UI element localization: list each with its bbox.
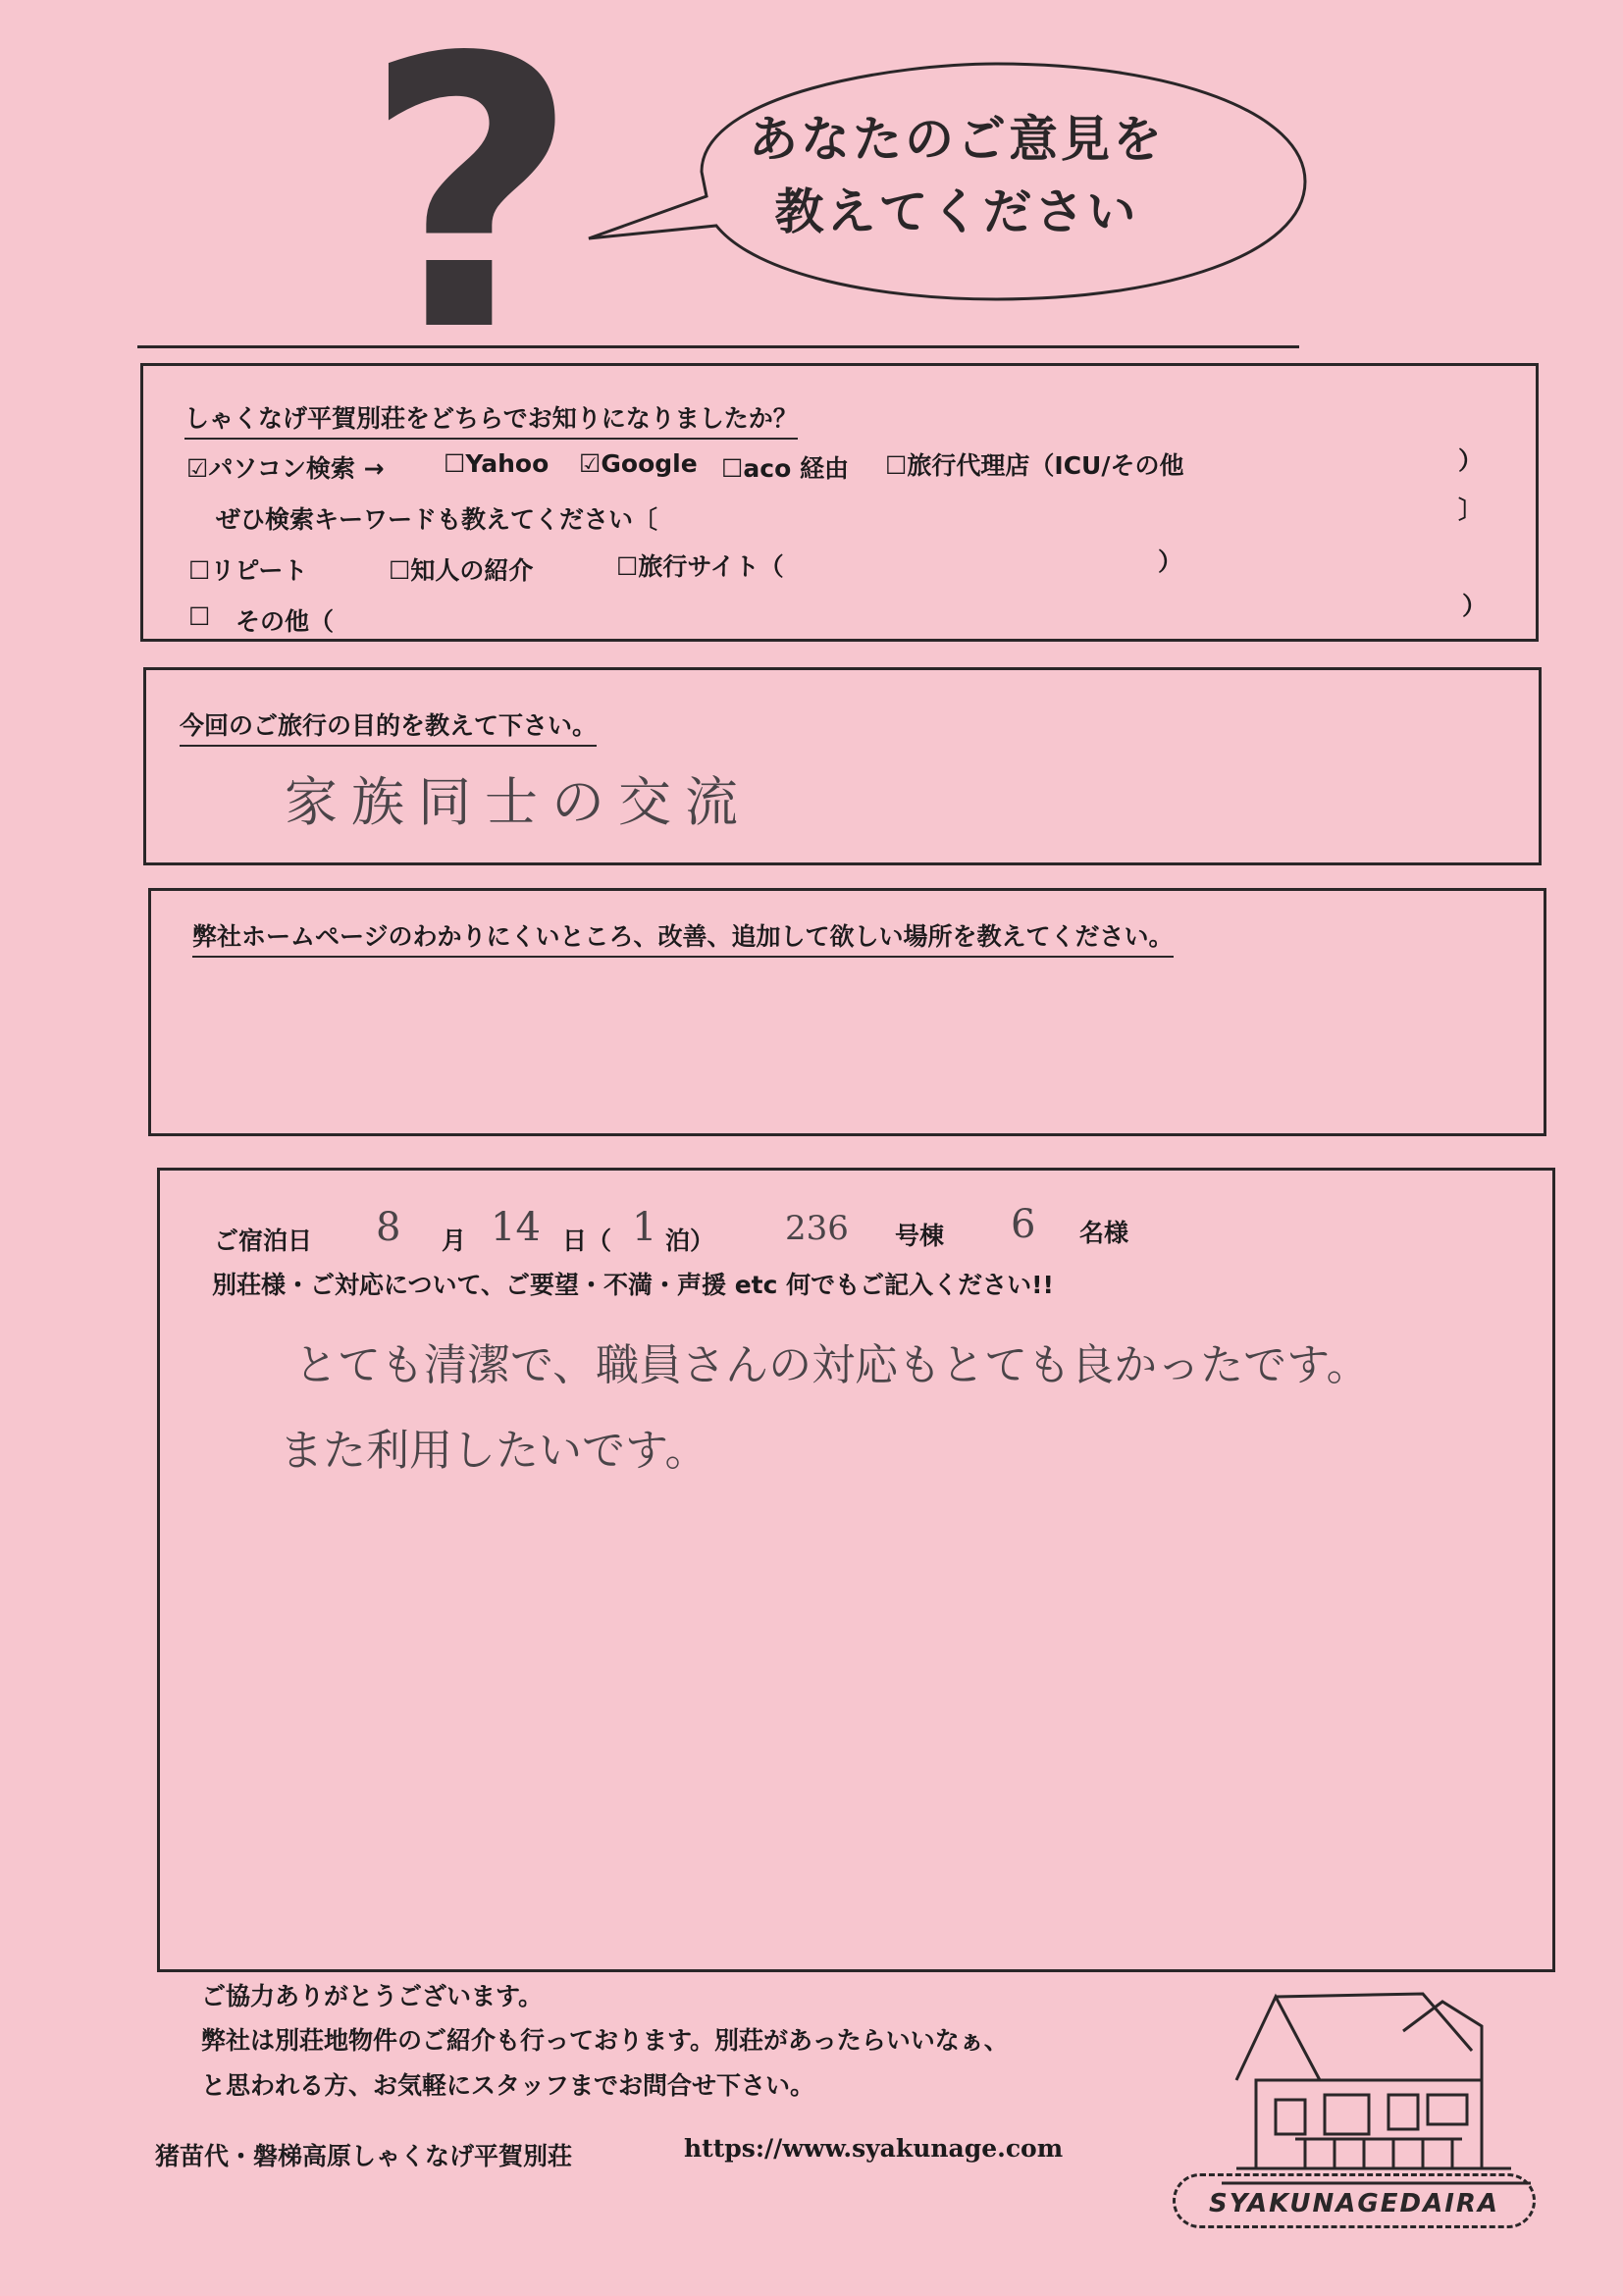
stay-comment-line-2: また利用したいです。 bbox=[280, 1426, 708, 1476]
thanks-text: ご協力ありがとうございます。 bbox=[201, 1982, 544, 2010]
stay-day-label: 日（ bbox=[562, 1226, 612, 1255]
trip-purpose-answer: 家族同士の交流 bbox=[285, 771, 752, 833]
company-url[interactable]: https://www.syakunage.com bbox=[684, 2134, 1064, 2163]
header-rule bbox=[137, 345, 1299, 348]
speech-bubble-text bbox=[692, 103, 1222, 248]
stay-month-value: 8 bbox=[376, 1205, 401, 1250]
bubble-line-1: あなたのご意見を bbox=[749, 111, 1165, 168]
stay-nights-value: 1 bbox=[632, 1205, 657, 1250]
google-checkbox[interactable]: ☑Google bbox=[579, 449, 698, 478]
building-number-label: 号棟 bbox=[895, 1222, 945, 1250]
trip-purpose-question: 今回のご旅行の目的を教えて下さい。 bbox=[180, 706, 597, 747]
how-did-you-know-question: しゃくなげ平賀別荘をどちらでお知りになりましたか？ bbox=[184, 399, 798, 440]
pc-search-checkbox[interactable]: ☑パソコン検索 → bbox=[186, 454, 385, 483]
company-name: 猪苗代・磐梯高原しゃくなげ平賀別荘 bbox=[155, 2142, 573, 2170]
travel-agency-checkbox[interactable]: ☐旅行代理店（ICU/その他 bbox=[885, 451, 1184, 480]
stay-comment-line-1: とても清潔で、職員さんの対応もとても良かったです。 bbox=[294, 1340, 1370, 1390]
property-intro-text: 弊社は別荘地物件のご紹介も行っております。別荘があったらいいなぁ、 bbox=[201, 2026, 1009, 2055]
search-keyword-label: ぜひ検索キーワードも教えてください〔 bbox=[216, 505, 658, 534]
other-checkbox[interactable]: ☐ bbox=[188, 602, 211, 631]
contact-staff-text: と思われる方、お気軽にスタッフまでお問合せ下さい。 bbox=[201, 2071, 815, 2100]
other-label: その他（ bbox=[236, 607, 335, 636]
question-mark-graphic: ? bbox=[362, 0, 580, 413]
search-keyword-close-bracket: 〕 bbox=[1458, 496, 1484, 524]
homepage-feedback-question: 弊社ホームページのわかりにくいところ、改善、追加して欲しい場所を教えてください。 bbox=[192, 917, 1174, 958]
house-illustration bbox=[1217, 1972, 1550, 2198]
stay-feedback-question: 別荘様・ご対応について、ご要望・不満・声援 etc 何でもご記入ください!! bbox=[212, 1271, 1054, 1299]
guest-count-label: 名様 bbox=[1079, 1219, 1129, 1247]
stay-nights-label: 泊） bbox=[665, 1226, 715, 1255]
travel-agency-close-paren: ） bbox=[1458, 446, 1484, 475]
guest-count-value: 6 bbox=[1011, 1202, 1036, 1247]
stay-date-label: ご宿泊日 bbox=[214, 1226, 313, 1255]
bubble-line-2: 教えてください bbox=[774, 183, 1139, 240]
travel-site-close-paren: ） bbox=[1158, 548, 1183, 576]
stay-month-label: 月 bbox=[442, 1226, 467, 1255]
stay-day-value: 14 bbox=[491, 1205, 541, 1250]
building-number-value: 236 bbox=[785, 1209, 849, 1248]
friend-referral-checkbox[interactable]: ☐知人の紹介 bbox=[389, 556, 534, 585]
other-close-paren: ） bbox=[1462, 592, 1488, 620]
travel-site-checkbox[interactable]: ☐旅行サイト（ bbox=[616, 552, 784, 581]
repeat-checkbox[interactable]: ☐リピート bbox=[188, 556, 308, 585]
yahoo-checkbox[interactable]: ☐Yahoo bbox=[444, 449, 550, 478]
syakunagedaira-logo-stamp: SYAKUNAGEDAIRA bbox=[1173, 2173, 1536, 2228]
aco-checkbox[interactable]: ☐aco 経由 bbox=[721, 454, 849, 483]
